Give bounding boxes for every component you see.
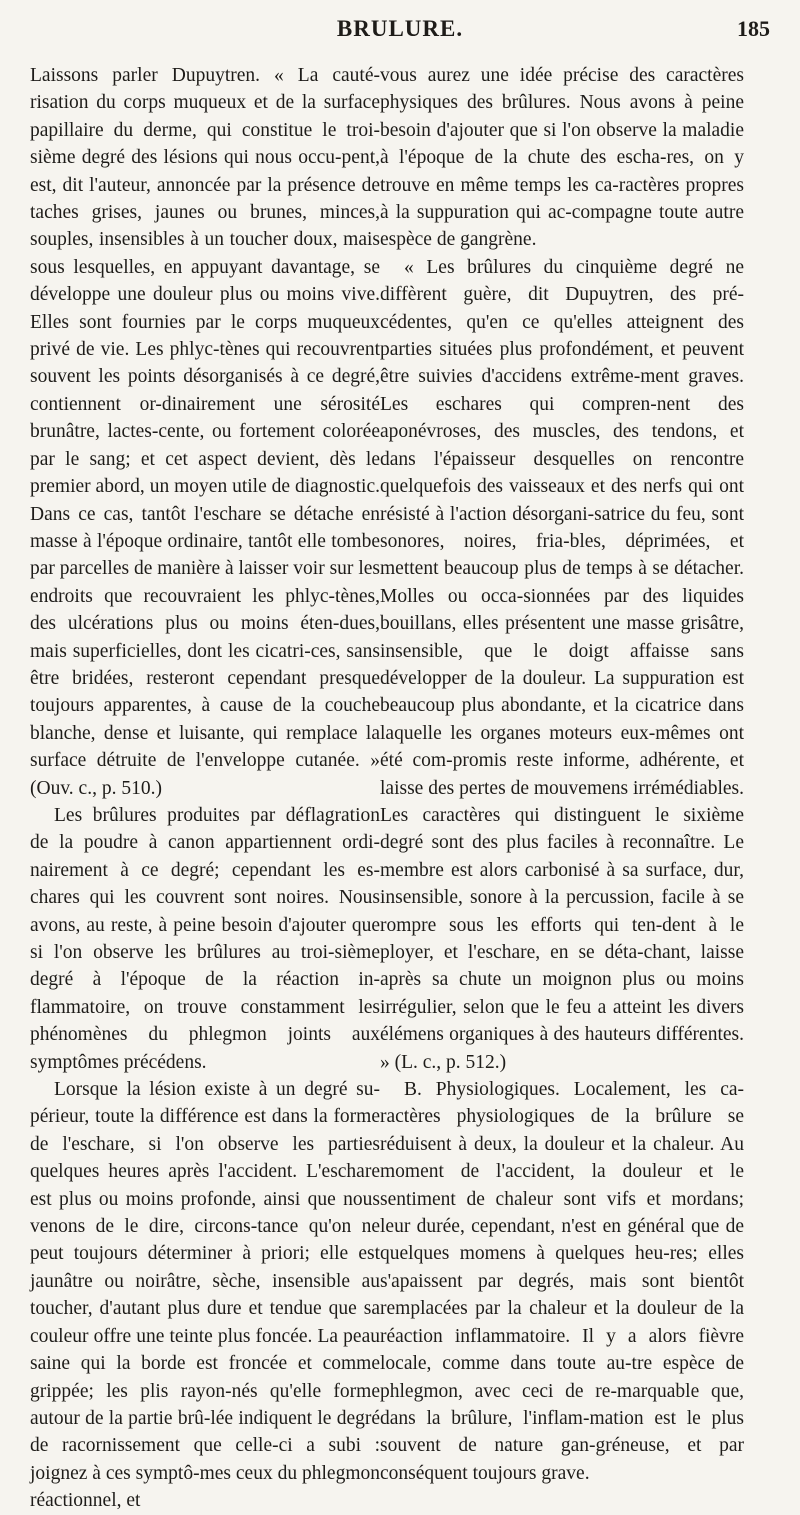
- left-paragraph-1: Laissons parler Dupuytren. « La cauté-risation du corps muqueux et de la surface papillaire du derme, qui constitue le troi-sième degré des lésions qui nous occu-pent, est, dit l'auteur, annoncée par la présence de taches grises, jaunes ou brunes, minces, souples, insensibles à un toucher doux, mais sous lesquelles, en appuyant davantage, se développe une douleur plus ou moins vive. Elles sont fournies par le corps muqueux privé de vie. Les phlyc-tènes qui recouvrent souvent les points désorganisés à ce degré, contiennent or-dinairement une sérosité brunâtre, lactes-cente, ou fortement colorée par le sang; et cet aspect devient, dès le premier abord, un moyen utile de diagnostic. Dans ce cas, tantôt l'eschare se détache en masse à l'époque ordinaire, tantôt elle tombe par parcelles de manière à laisser voir sur les endroits que recouvraient les phlyc-tènes, des ulcérations plus ou moins éten-dues, mais superficielles, dont les cicatri-ces, sans être bridées, resteront cependant presque toujours apparentes, à cause de la couche blanche, dense et luisante, qui remplace la surface détruite de l'enveloppe cutanée. » (Ouv. c., p. 510.): [30, 65, 380, 799]
- page-header: [0, 14, 800, 44]
- right-paragraph-2: « Les brûlures du cinquième degré ne diffèrent guère, dit Dupuytren, des pré-cédentes, qu'en ce qu'elles atteignent des parties situées plus profondément, et peuvent être suivies d'accidens extrême-ment graves. Les eschares qui compren-nent des aponévroses, des muscles, des tendons, et dans l'épaisseur desquelles on rencontre quelquefois des vaisseaux et des nerfs qui ont résisté à l'action désorgani-satrice du feu, sont sonores, noires, fria-bles, déprimées, et mettent beaucoup plus de temps à se détacher. Molles ou occa-sionnées par des liquides bouillans, elles présentent une masse grisâtre, insensible, que le doigt affaisse sans développer de la douleur. La suppuration est beaucoup plus abondante, et la cicatrice dans laquelle les organes moteurs eux-mêmes ont été com-promis reste informe, adhérente, et laisse des pertes de mouvemens irrémédiables. Les caractères qui distinguent le sixième degré sont des plus faciles à reconnaître. Le membre est alors carbonisé à sa surface, dur, insensible, sonore à la percussion, facile à se rompre sous les efforts qui ten-dent à le ployer, et l'eschare, en se déta-chant, laisse après sa chute un moignon plus ou moins irrégulier, selon que le feu a atteint les divers élémens organiques à des hauteurs différentes. » (L. c., p. 512.): [380, 256, 744, 1073]
- right-column: [380, 62, 744, 1487]
- left-column: [30, 62, 380, 1515]
- left-paragraph-2: Les brûlures produites par déflagration de la poudre à canon appartiennent ordi-nairement à ce degré; cependant les es-chares qui les couvrent sont noires. Nous avons, au reste, à peine besoin d'ajouter que si l'on observe les brûlures au troi-sième degré à l'époque de la réaction in-flammatoire, on trouve constamment les phénomènes du phlegmon joints aux symptômes précédens.: [30, 804, 380, 1073]
- page-number: 185: [737, 16, 770, 41]
- left-paragraph-3: Lorsque la lésion existe à un degré su-périeur, toute la différence est dans la forme de l'eschare, si l'on observe les parties quelques heures après l'accident. L'eschare est plus ou moins profonde, ainsi que nous venons de le dire, circons-tance qu'on ne peut toujours déterminer à priori; elle est jaunâtre ou noirâtre, sèche, insensible au toucher, d'autant plus dure et tendue que sa couleur offre une teinte plus foncée. La peau saine qui la borde est froncée et comme grippée; les plis rayon-nés qu'elle forme autour de la partie brû-lée indiquent le degré de racornissement que celle-ci a subi : joignez à ces symptô-mes ceux du phlegmon réactionnel, et: [30, 1079, 380, 1512]
- running-head: BRULURE.: [336, 16, 464, 41]
- right-paragraph-1: vous aurez une idée précise des caractères physiques des brûlures. Nous avons à peine besoin d'ajouter que si l'on observe la maladie à l'époque de la chute des escha-res, on y trouve en même temps les ca-ractères propres à la suppuration qui ac-compagne toute autre espèce de gangrène.: [380, 65, 744, 251]
- right-paragraph-3: B. Physiologiques. Localement, les ca-ractères physiologiques de la brûlure se réduisent à deux, la douleur et la chaleur. Au moment de l'accident, la douleur et le sentiment de chaleur sont vifs et mordans; leur durée, cependant, n'est en général que de quelques momens à quelques heu-res; elles s'apaissent par degrés, mais sont bientôt remplacées par la chaleur et la douleur de la réaction inflammatoire. Il y a alors fièvre locale, comme dans toute au-tre espèce de phlegmon, avec ceci de re-marquable que, dans la brûlure, l'inflam-mation est le plus souvent de nature gan-gréneuse, et par conséquent toujours grave.: [380, 1079, 744, 1484]
